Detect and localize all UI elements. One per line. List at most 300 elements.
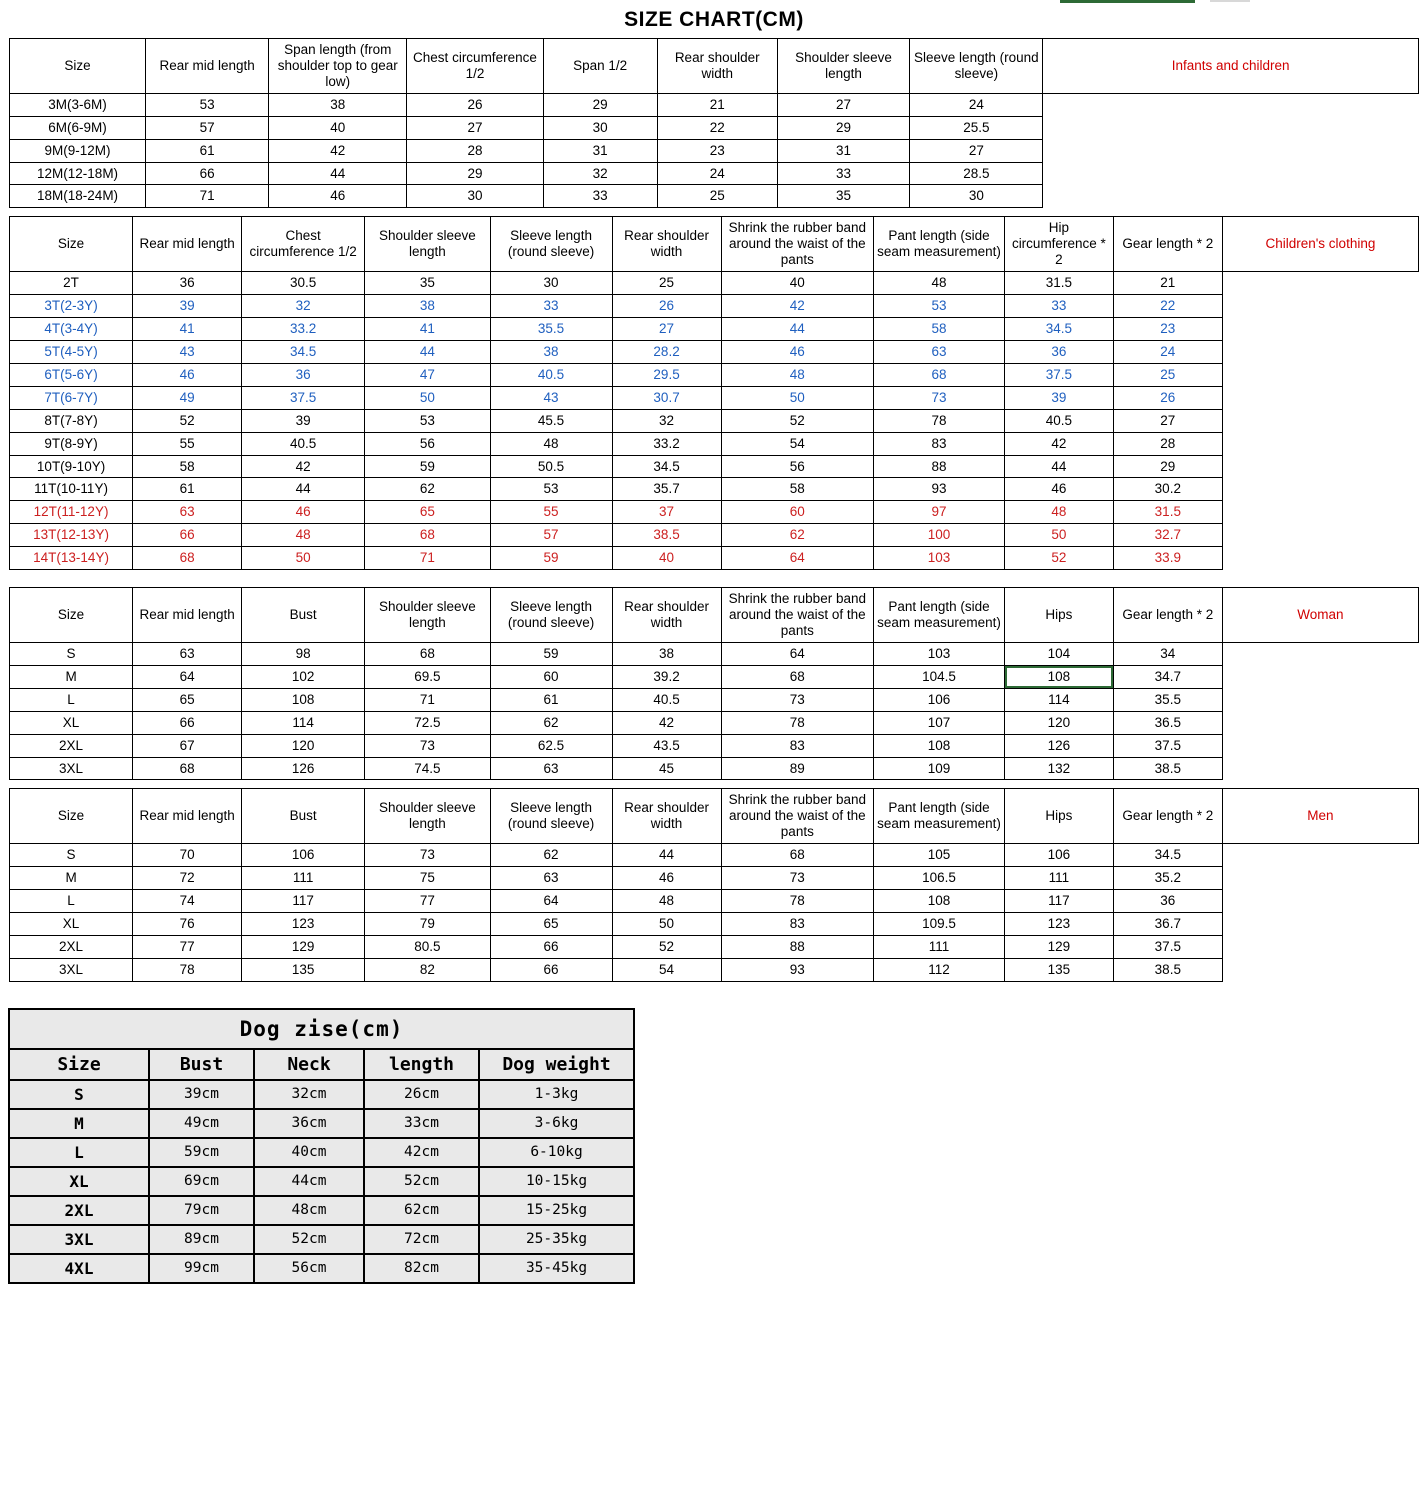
dog-table-header-row [9, 1049, 634, 1080]
measurement-cell: 88 [874, 455, 1005, 478]
measurement-cell: 30.5 [242, 272, 365, 295]
measurement-cell: 28 [407, 139, 543, 162]
measurement-cell: 42 [1004, 432, 1113, 455]
column-header: Span 1/2 [543, 39, 657, 94]
dog-measurement-cell: 72cm [364, 1225, 479, 1254]
dog-measurement-cell: 82cm [364, 1254, 479, 1283]
dog-size-cell: 4XL [9, 1254, 149, 1283]
table-row [10, 93, 1419, 116]
measurement-cell: 26 [612, 295, 721, 318]
measurement-cell: 28 [1113, 432, 1222, 455]
measurement-cell: 112 [874, 958, 1005, 981]
dog-size-cell: 2XL [9, 1196, 149, 1225]
measurement-cell: 50 [721, 386, 874, 409]
size-cell: 3T(2-3Y) [10, 295, 133, 318]
measurement-cell: 34.5 [1113, 844, 1222, 867]
table-row [10, 363, 1419, 386]
table-row [10, 935, 1419, 958]
measurement-cell: 135 [1004, 958, 1113, 981]
measurement-cell: 48 [1004, 501, 1113, 524]
dog-table-row [9, 1167, 634, 1196]
table-row [10, 386, 1419, 409]
dog-column-header: length [364, 1049, 479, 1080]
measurement-cell: 31.5 [1004, 272, 1113, 295]
measurement-cell: 126 [1004, 734, 1113, 757]
measurement-cell: 44 [269, 162, 407, 185]
measurement-cell: 48 [721, 363, 874, 386]
section-spacer [0, 578, 1428, 587]
dog-table-row [9, 1109, 634, 1138]
table-row [10, 890, 1419, 913]
measurement-cell: 30.7 [612, 386, 721, 409]
measurement-cell: 68 [721, 844, 874, 867]
table-row [10, 524, 1419, 547]
size-table [9, 788, 1419, 981]
measurement-cell: 66 [490, 935, 612, 958]
measurement-cell: 61 [133, 478, 242, 501]
table-row [10, 272, 1419, 295]
measurement-cell: 21 [657, 93, 777, 116]
dog-measurement-cell: 32cm [254, 1080, 364, 1109]
measurement-cell: 42 [269, 139, 407, 162]
measurement-cell: 66 [133, 711, 242, 734]
measurement-cell: 29.5 [612, 363, 721, 386]
table-header-row [10, 588, 1419, 643]
dog-table-title: Dog zise(cm) [9, 1009, 634, 1049]
measurement-cell: 21 [1113, 272, 1222, 295]
dog-table-title-row [9, 1009, 634, 1049]
size-table [9, 38, 1419, 208]
dog-measurement-cell: 15-25kg [479, 1196, 634, 1225]
measurement-cell: 22 [657, 116, 777, 139]
column-header: Bust [242, 588, 365, 643]
measurement-cell: 53 [146, 93, 269, 116]
column-header: Shrink the rubber band around the waist of the pants [721, 588, 874, 643]
column-header: Pant length (side seam measurement) [874, 217, 1005, 272]
dog-size-cell: L [9, 1138, 149, 1167]
measurement-cell: 64 [721, 547, 874, 570]
table-row [10, 912, 1419, 935]
measurement-cell: 64 [490, 890, 612, 913]
measurement-cell: 33 [777, 162, 910, 185]
measurement-cell: 106 [1004, 844, 1113, 867]
category-label: Infants and children [1043, 39, 1419, 94]
measurement-cell: 40.5 [490, 363, 612, 386]
measurement-cell: 93 [874, 478, 1005, 501]
measurement-cell: 66 [133, 524, 242, 547]
measurement-cell: 29 [777, 116, 910, 139]
column-header: Shrink the rubber band around the waist of the pants [721, 217, 874, 272]
size-cell: 10T(9-10Y) [10, 455, 133, 478]
dog-table-row [9, 1254, 634, 1283]
size-cell: 7T(6-7Y) [10, 386, 133, 409]
table-header-row [10, 789, 1419, 844]
measurement-cell: 108 [1004, 665, 1113, 688]
measurement-cell: 65 [365, 501, 490, 524]
dog-column-header: Neck [254, 1049, 364, 1080]
measurement-cell: 44 [721, 317, 874, 340]
measurement-cell: 103 [874, 547, 1005, 570]
dog-column-header: Size [9, 1049, 149, 1080]
measurement-cell: 68 [365, 642, 490, 665]
measurement-cell: 61 [490, 688, 612, 711]
dog-column-header: Bust [149, 1049, 254, 1080]
measurement-cell: 32 [543, 162, 657, 185]
column-header: Shoulder sleeve length [365, 217, 490, 272]
column-header: Gear length * 2 [1113, 217, 1222, 272]
measurement-cell: 53 [365, 409, 490, 432]
table-row [10, 642, 1419, 665]
column-header: Gear length * 2 [1113, 588, 1222, 643]
measurement-cell: 35.2 [1113, 867, 1222, 890]
measurement-cell: 42 [242, 455, 365, 478]
measurement-cell: 27 [407, 116, 543, 139]
column-header: Rear shoulder width [612, 789, 721, 844]
table-row [10, 757, 1419, 780]
measurement-cell: 73 [721, 688, 874, 711]
size-cell: XL [10, 912, 133, 935]
measurement-cell: 28.2 [612, 340, 721, 363]
size-table-section [0, 38, 1428, 208]
measurement-cell: 50 [612, 912, 721, 935]
measurement-cell: 120 [1004, 711, 1113, 734]
dog-measurement-cell: 59cm [149, 1138, 254, 1167]
dog-measurement-cell: 33cm [364, 1109, 479, 1138]
measurement-cell: 37.5 [242, 386, 365, 409]
measurement-cell: 29 [407, 162, 543, 185]
measurement-cell: 83 [721, 734, 874, 757]
measurement-cell: 108 [874, 890, 1005, 913]
table-row [10, 116, 1419, 139]
size-cell: 12T(11-12Y) [10, 501, 133, 524]
measurement-cell: 38.5 [612, 524, 721, 547]
measurement-cell: 31 [543, 139, 657, 162]
dog-measurement-cell: 42cm [364, 1138, 479, 1167]
measurement-cell: 33.2 [612, 432, 721, 455]
measurement-cell: 55 [490, 501, 612, 524]
size-cell: 2XL [10, 935, 133, 958]
column-header: Sleeve length (round sleeve) [490, 789, 612, 844]
measurement-cell: 109.5 [874, 912, 1005, 935]
measurement-cell: 52 [612, 935, 721, 958]
measurement-cell: 52 [721, 409, 874, 432]
measurement-cell: 32 [612, 409, 721, 432]
measurement-cell: 73 [874, 386, 1005, 409]
table-row [10, 501, 1419, 524]
measurement-cell: 37.5 [1113, 734, 1222, 757]
column-header: Pant length (side seam measurement) [874, 588, 1005, 643]
measurement-cell: 65 [133, 688, 242, 711]
measurement-cell: 64 [721, 642, 874, 665]
measurement-cell: 34.5 [1004, 317, 1113, 340]
measurement-cell: 37.5 [1113, 935, 1222, 958]
table-row [10, 844, 1419, 867]
measurement-cell: 62 [365, 478, 490, 501]
column-header: Pant length (side seam measurement) [874, 789, 1005, 844]
size-cell: 5T(4-5Y) [10, 340, 133, 363]
measurement-cell: 70 [133, 844, 242, 867]
column-header: Rear mid length [146, 39, 269, 94]
size-cell: XL [10, 711, 133, 734]
measurement-cell: 39 [242, 409, 365, 432]
measurement-cell: 132 [1004, 757, 1113, 780]
dog-measurement-cell: 99cm [149, 1254, 254, 1283]
measurement-cell: 74 [133, 890, 242, 913]
size-cell: 14T(13-14Y) [10, 547, 133, 570]
measurement-cell: 53 [874, 295, 1005, 318]
column-header: Size [10, 39, 146, 94]
size-cell: 3M(3-6M) [10, 93, 146, 116]
size-cell: 18M(18-24M) [10, 185, 146, 208]
category-label: Woman [1222, 588, 1418, 643]
measurement-cell: 109 [874, 757, 1005, 780]
measurement-cell: 46 [133, 363, 242, 386]
size-cell: 3XL [10, 757, 133, 780]
measurement-cell: 33 [1004, 295, 1113, 318]
measurement-cell: 108 [874, 734, 1005, 757]
measurement-cell: 36.5 [1113, 711, 1222, 734]
measurement-cell: 25.5 [910, 116, 1043, 139]
measurement-cell: 62 [721, 524, 874, 547]
measurement-cell: 49 [133, 386, 242, 409]
measurement-cell: 48 [490, 432, 612, 455]
measurement-cell: 39.2 [612, 665, 721, 688]
size-cell: 13T(12-13Y) [10, 524, 133, 547]
measurement-cell: 77 [133, 935, 242, 958]
column-header: Shoulder sleeve length [365, 588, 490, 643]
measurement-cell: 44 [1004, 455, 1113, 478]
table-row [10, 139, 1419, 162]
measurement-cell: 34 [1113, 642, 1222, 665]
measurement-cell: 68 [365, 524, 490, 547]
top-accent-bar [1060, 0, 1195, 3]
measurement-cell: 129 [1004, 935, 1113, 958]
measurement-cell: 105 [874, 844, 1005, 867]
table-row [10, 547, 1419, 570]
measurement-cell: 106 [242, 844, 365, 867]
measurement-cell: 43 [490, 386, 612, 409]
measurement-cell: 68 [721, 665, 874, 688]
measurement-cell: 75 [365, 867, 490, 890]
measurement-cell: 68 [133, 547, 242, 570]
size-cell: 6M(6-9M) [10, 116, 146, 139]
column-header: Span length (from shoulder top to gear low) [269, 39, 407, 94]
measurement-cell: 36 [1113, 890, 1222, 913]
measurement-cell: 47 [365, 363, 490, 386]
dog-measurement-cell: 26cm [364, 1080, 479, 1109]
measurement-cell: 58 [874, 317, 1005, 340]
measurement-cell: 29 [1113, 455, 1222, 478]
table-header-row [10, 217, 1419, 272]
measurement-cell: 39 [1004, 386, 1113, 409]
measurement-cell: 35 [365, 272, 490, 295]
measurement-cell: 117 [242, 890, 365, 913]
column-header: Hip circumference * 2 [1004, 217, 1113, 272]
size-cell: 12M(12-18M) [10, 162, 146, 185]
measurement-cell: 44 [612, 844, 721, 867]
measurement-cell: 40.5 [1004, 409, 1113, 432]
measurement-cell: 88 [721, 935, 874, 958]
dog-measurement-cell: 49cm [149, 1109, 254, 1138]
measurement-cell: 33 [490, 295, 612, 318]
column-header: Size [10, 588, 133, 643]
measurement-cell: 93 [721, 958, 874, 981]
table-row [10, 734, 1419, 757]
dog-size-table-wrapper [8, 1008, 633, 1284]
measurement-cell: 40.5 [242, 432, 365, 455]
dog-size-cell: M [9, 1109, 149, 1138]
dog-measurement-cell: 36cm [254, 1109, 364, 1138]
measurement-cell: 36 [242, 363, 365, 386]
measurement-cell: 24 [1113, 340, 1222, 363]
dog-measurement-cell: 79cm [149, 1196, 254, 1225]
table-row [10, 340, 1419, 363]
measurement-cell: 63 [490, 757, 612, 780]
measurement-cell: 38.5 [1113, 757, 1222, 780]
measurement-cell: 123 [1004, 912, 1113, 935]
column-header: Rear shoulder width [612, 588, 721, 643]
measurement-cell: 73 [365, 844, 490, 867]
measurement-cell: 82 [365, 958, 490, 981]
dog-measurement-cell: 10-15kg [479, 1167, 634, 1196]
dog-measurement-cell: 25-35kg [479, 1225, 634, 1254]
measurement-cell: 48 [874, 272, 1005, 295]
measurement-cell: 34.7 [1113, 665, 1222, 688]
measurement-cell: 44 [365, 340, 490, 363]
measurement-cell: 65 [490, 912, 612, 935]
category-label: Children's clothing [1222, 217, 1418, 272]
table-row [10, 867, 1419, 890]
column-header: Hips [1004, 789, 1113, 844]
measurement-cell: 26 [1113, 386, 1222, 409]
measurement-cell: 27 [1113, 409, 1222, 432]
measurement-cell: 63 [133, 501, 242, 524]
measurement-cell: 46 [612, 867, 721, 890]
measurement-cell: 77 [365, 890, 490, 913]
column-header: Sleeve length (round sleeve) [910, 39, 1043, 94]
measurement-cell: 120 [242, 734, 365, 757]
measurement-cell: 25 [612, 272, 721, 295]
column-header: Rear mid length [133, 217, 242, 272]
size-cell: 9T(8-9Y) [10, 432, 133, 455]
size-table-section [0, 216, 1428, 570]
measurement-cell: 35.5 [490, 317, 612, 340]
measurement-cell: 45 [612, 757, 721, 780]
measurement-cell: 45.5 [490, 409, 612, 432]
measurement-cell: 25 [657, 185, 777, 208]
measurement-cell: 59 [490, 547, 612, 570]
measurement-cell: 103 [874, 642, 1005, 665]
measurement-cell: 35.5 [1113, 688, 1222, 711]
measurement-cell: 35 [777, 185, 910, 208]
dog-measurement-cell: 89cm [149, 1225, 254, 1254]
measurement-cell: 72 [133, 867, 242, 890]
column-header: Size [10, 789, 133, 844]
measurement-cell: 29 [543, 93, 657, 116]
measurement-cell: 34.5 [242, 340, 365, 363]
measurement-cell: 98 [242, 642, 365, 665]
table-row [10, 455, 1419, 478]
dog-measurement-cell: 56cm [254, 1254, 364, 1283]
dog-measurement-cell: 52cm [254, 1225, 364, 1254]
size-cell: L [10, 688, 133, 711]
measurement-cell: 89 [721, 757, 874, 780]
column-header: Rear shoulder width [657, 39, 777, 94]
measurement-cell: 129 [242, 935, 365, 958]
measurement-cell: 59 [490, 642, 612, 665]
measurement-cell: 97 [874, 501, 1005, 524]
measurement-cell: 72.5 [365, 711, 490, 734]
measurement-cell: 66 [146, 162, 269, 185]
dog-table-row [9, 1196, 634, 1225]
measurement-cell: 30 [543, 116, 657, 139]
measurement-cell: 27 [910, 139, 1043, 162]
measurement-cell: 71 [365, 688, 490, 711]
size-table [9, 216, 1419, 570]
dog-measurement-cell: 48cm [254, 1196, 364, 1225]
size-table [9, 587, 1419, 780]
column-header: Bust [242, 789, 365, 844]
measurement-cell: 54 [721, 432, 874, 455]
measurement-cell: 38.5 [1113, 958, 1222, 981]
measurement-cell: 23 [657, 139, 777, 162]
column-header: Shoulder sleeve length [365, 789, 490, 844]
measurement-cell: 52 [133, 409, 242, 432]
measurement-cell: 100 [874, 524, 1005, 547]
measurement-cell: 102 [242, 665, 365, 688]
measurement-cell: 42 [721, 295, 874, 318]
size-cell: 2T [10, 272, 133, 295]
measurement-cell: 35.7 [612, 478, 721, 501]
measurement-cell: 67 [133, 734, 242, 757]
table-row [10, 688, 1419, 711]
measurement-cell: 36 [133, 272, 242, 295]
measurement-cell: 37 [612, 501, 721, 524]
measurement-cell: 33.2 [242, 317, 365, 340]
measurement-cell: 31 [777, 139, 910, 162]
column-header: Rear mid length [133, 588, 242, 643]
dog-size-table [8, 1008, 635, 1284]
size-cell: 3XL [10, 958, 133, 981]
column-header: Rear mid length [133, 789, 242, 844]
column-header: Gear length * 2 [1113, 789, 1222, 844]
measurement-cell: 78 [133, 958, 242, 981]
measurement-cell: 50 [1004, 524, 1113, 547]
size-cell: 6T(5-6Y) [10, 363, 133, 386]
measurement-cell: 48 [612, 890, 721, 913]
measurement-cell: 40 [269, 116, 407, 139]
measurement-cell: 24 [910, 93, 1043, 116]
measurement-cell: 33.9 [1113, 547, 1222, 570]
column-header: Sleeve length (round sleeve) [490, 588, 612, 643]
size-cell: 9M(9-12M) [10, 139, 146, 162]
measurement-cell: 22 [1113, 295, 1222, 318]
measurement-cell: 54 [612, 958, 721, 981]
measurement-cell: 41 [133, 317, 242, 340]
size-cell: S [10, 642, 133, 665]
column-header: Chest circumference 1/2 [407, 39, 543, 94]
dog-measurement-cell: 1-3kg [479, 1080, 634, 1109]
dog-measurement-cell: 6-10kg [479, 1138, 634, 1167]
table-row [10, 162, 1419, 185]
measurement-cell: 38 [269, 93, 407, 116]
table-row [10, 478, 1419, 501]
measurement-cell: 71 [146, 185, 269, 208]
measurement-cell: 62 [490, 844, 612, 867]
measurement-cell: 32.7 [1113, 524, 1222, 547]
measurement-cell: 106 [874, 688, 1005, 711]
measurement-cell: 36.7 [1113, 912, 1222, 935]
